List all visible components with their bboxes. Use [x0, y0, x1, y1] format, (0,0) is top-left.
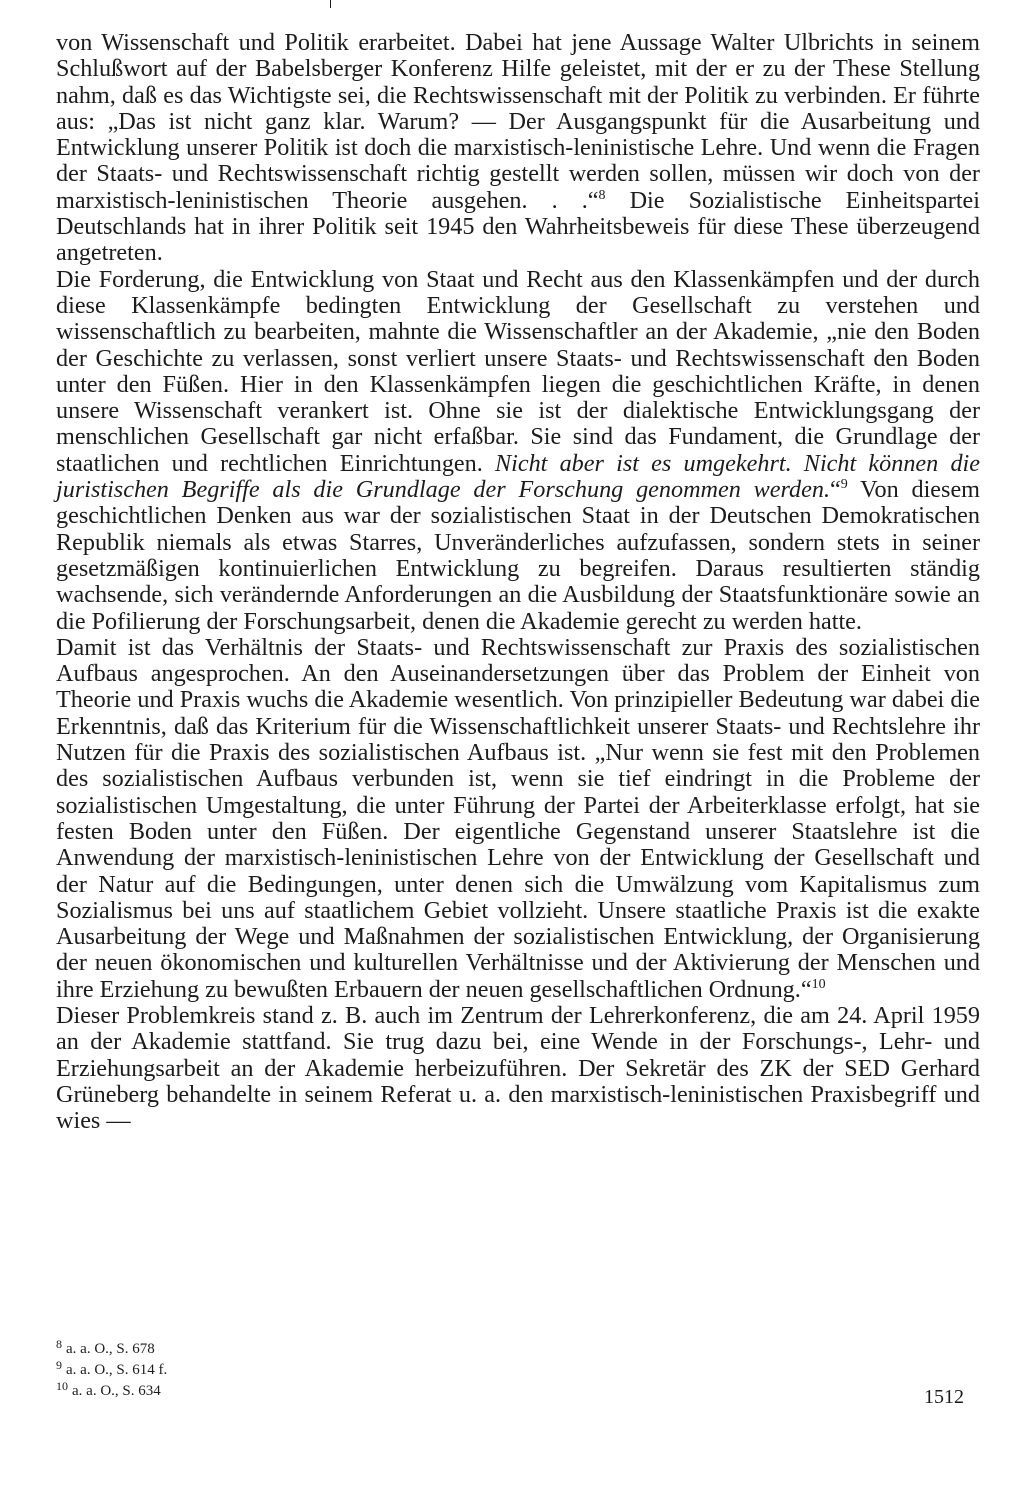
emphasized-text: Nicht aber ist es umgekehrt. Nicht können die juristischen Begriffe als die Grundlage der Forschung genommen werden.: [56, 449, 980, 504]
paragraph: [56, 267, 980, 635]
footnote-number: 10: [56, 1379, 68, 1393]
footnote-text: a. a. O., S. 634: [72, 1383, 161, 1399]
top-margin-mark: [330, 0, 331, 8]
paragraph-text: von Wissenschaft und Politik erarbeitet. Dabei hat jene Aussage Walter Ulbrichts in seinem Schlußwort auf der Babelsberger Konferenz Hilfe geleistet, mit der er zu der These Stellung nahm, daß es das Wichtigste sei, die Rechtswissenschaft mit der Politik zu verbinden. Er führte aus: „Das ist nicht ganz klar. Warum? — Der Ausgangspunkt für die Ausarbeitung und Entwicklung unserer Politik ist doch die marxistisch-leninistische Lehre. Und wenn die Fragen der Staats- und Rechtswissenschaft richtig gestellt werden sollen, müssen wir doch von der marxistisch-leninistischen Theorie ausgehen. . .“: [56, 29, 980, 214]
footnote-reference: 8: [598, 187, 606, 203]
paragraph: [56, 30, 980, 267]
page-body: [56, 30, 980, 1134]
paragraph-text: Die Sozialistische Einheitspartei Deutschlands hat in ihrer Politik seit 1945 den Wahrheitsbeweis für diese These überzeugend angetreten.: [56, 186, 980, 267]
footnote: [56, 1339, 167, 1360]
footnote-text: a. a. O., S. 678: [66, 1341, 155, 1357]
footnotes: [56, 1339, 167, 1402]
footnote-text: a. a. O., S. 614 f.: [66, 1362, 168, 1378]
footnote-number: 9: [56, 1358, 62, 1372]
footnote: [56, 1360, 167, 1381]
paragraph-text: Von diesem geschichtlichen Denken aus war der sozialistischen Staat in der Deutschen Demokratischen Republik niemals als etwas Starres, Unveränderliches aufzufassen, sondern stets in seiner gesetzmäßigen kontinuierlichen Entwicklung zu begreifen. Daraus resultierten ständig wachsende, sich verändernde Anforderungen an die Ausbildung der Staatsfunktionäre sowie an die Pofilierung der Forschungsarbeit, denen die Akademie gerecht zu werden hatte.: [56, 476, 980, 635]
footnote-number: 8: [56, 1337, 62, 1351]
paragraph-text: Die Forderung, die Entwicklung von Staat und Recht aus den Klassenkämpfen und der durch diese Klassenkämpfe bedingten Entwicklung der Gesellschaft zu verstehen und wissenschaftlich zu bearbeiten, mahnte die Wissenschaftler an der Akademie, „nie den Boden der Geschichte zu verlassen, sonst verliert unsere Staats- und Rechtswissenschaft den Boden unter den Füßen. Hier in den Klassenkämpfen liegen die geschichtlichen Kräfte, in denen unsere Wissenschaft verankert ist. Ohne sie ist der dialektische Entwicklungsgang der menschlichen Gesellschaft gar nicht erfaßbar. Sie sind das Fundament, die Grundlage der staatlichen und rechtlichen Einrichtungen.: [56, 265, 980, 477]
footnote-reference: 9: [840, 477, 848, 493]
paragraph-text: “: [830, 476, 841, 504]
footnote: [56, 1381, 167, 1402]
paragraph: [56, 635, 980, 1003]
paragraph-text: Dieser Problemkreis stand z. B. auch im Zentrum der Lehrerkonferenz, die am 24. April 1959 an der Akademie stattfand. Sie trug dazu bei, eine Wende in der Forschungs-, Lehr- und Erziehungsarbeit an der Akademie herbeizuführen. Der Sekretär des ZK der SED Gerhard Grüneberg behandelte in seinem Referat u. a. den marxistisch-leninistischen Praxisbegriff und wies —: [56, 1001, 980, 1135]
paragraph-text: Damit ist das Verhältnis der Staats- und Rechtswissenschaft zur Praxis des sozialistischen Aufbaus angesprochen. An den Auseinandersetzungen über das Problem der Einheit von Theorie und Praxis wuchs die Akademie wesentlich. Von prinzipieller Bedeutung war dabei die Erkenntnis, daß das Kriterium für die Wissenschaftlichkeit unserer Staats- und Rechtslehre ihr Nutzen für die Praxis des sozialistischen Aufbaus ist. „Nur wenn sie fest mit den Problemen des sozialistischen Aufbaus verbunden ist, wenn sie tief eindringt in die Probleme der sozialistischen Umgestaltung, die unter Führung der Partei der Arbeiterklasse erfolgt, hat sie festen Boden unter den Füßen. Der eigentliche Gegenstand unserer Staatslehre ist die Anwendung der marxistisch-leninistischen Lehre von der Entwicklung der Gesellschaft und der Natur auf die Bedingungen, unter denen sich die Umwälzung vom Kapitalismus zum Sozialismus bei uns auf staatlichem Gebiet vollzieht. Unsere staatliche Praxis ist die exakte Ausarbeitung der Wege und Maßnahmen der sozialistischen Entwicklung, der Organisierung der neuen ökonomischen und kulturellen Verhältnisse und der Aktivierung der Menschen und ihre Erziehung zu bewußten Erbauern der neuen gesellschaftlichen Ordnung.“: [56, 633, 980, 1003]
footnote-reference: 10: [811, 976, 826, 992]
paragraph: [56, 1003, 980, 1134]
page-number: 1512: [924, 1386, 964, 1408]
